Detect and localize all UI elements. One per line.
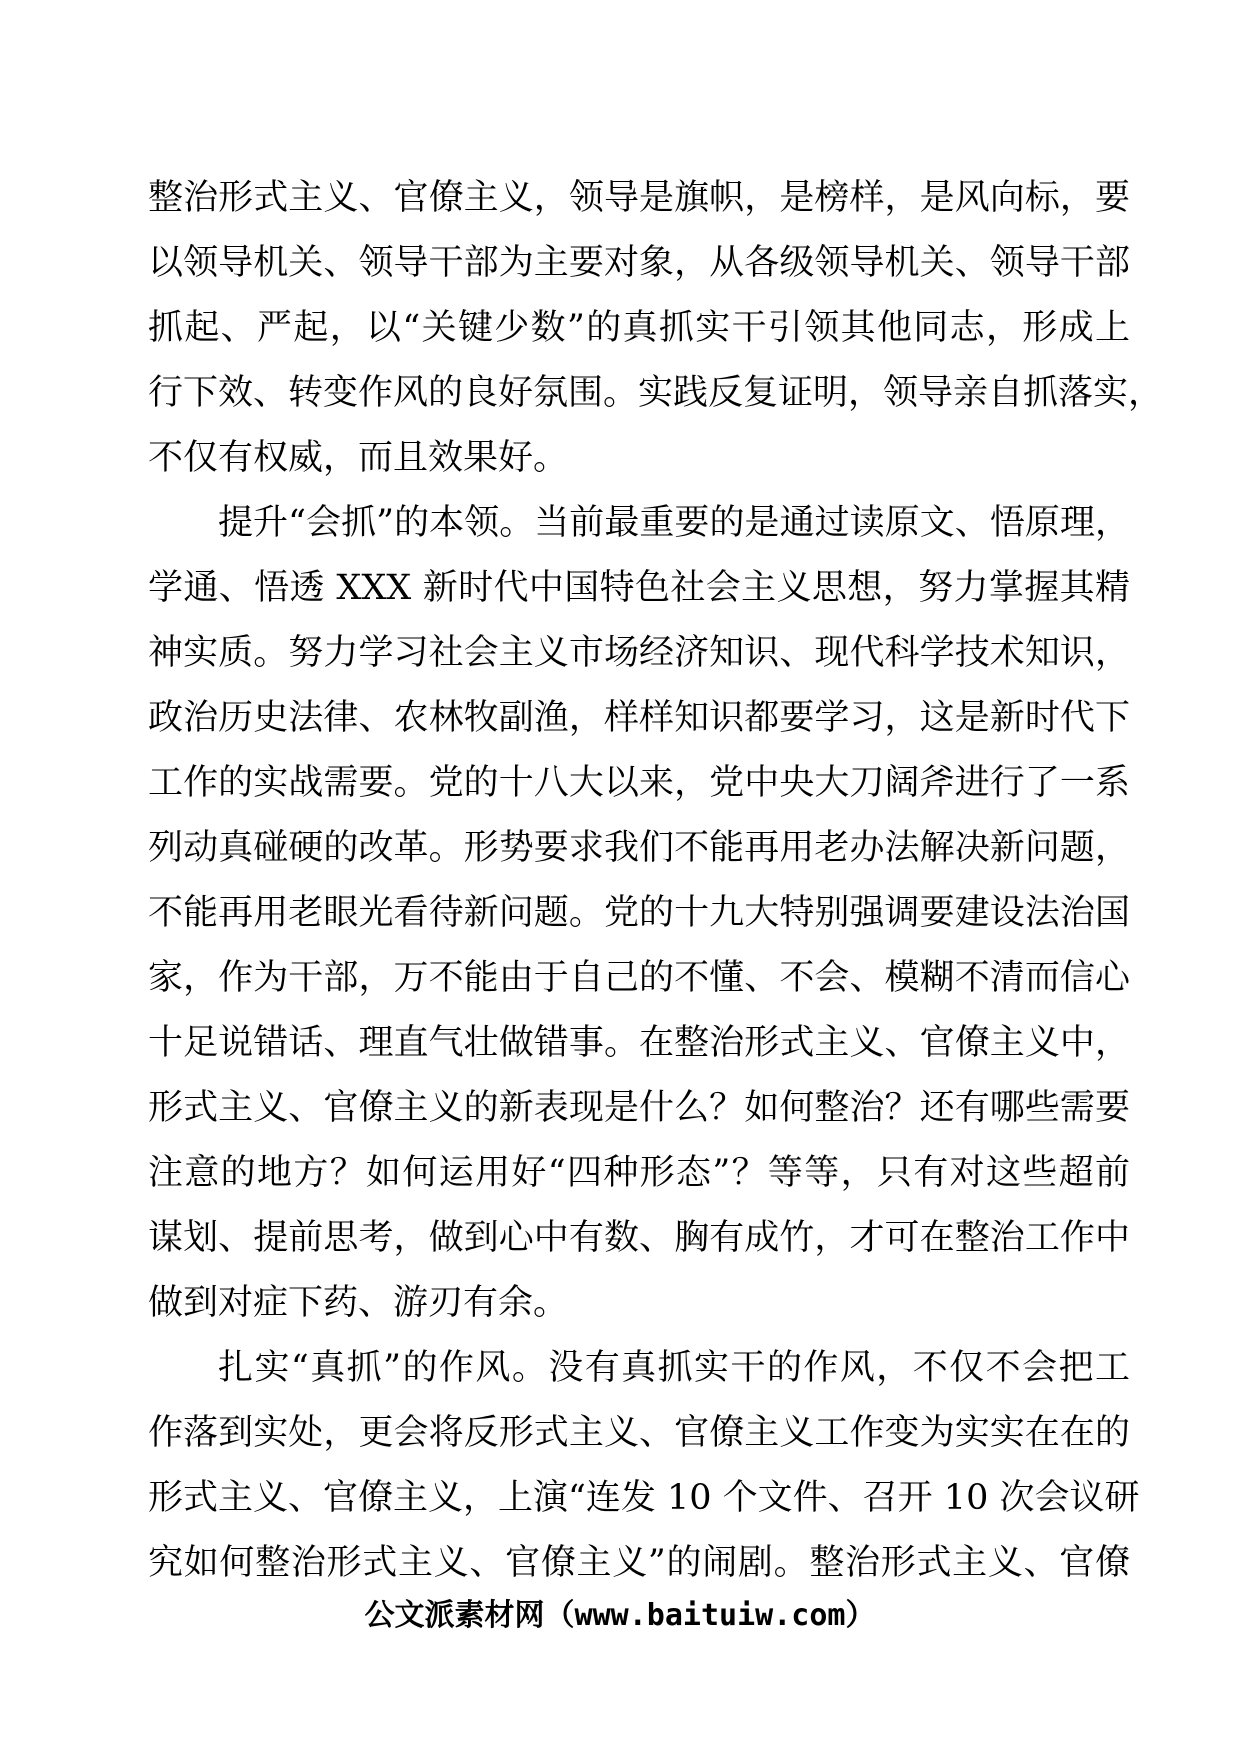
text-line: 做到对症下药、游刃有余。	[148, 1283, 569, 1323]
text-line: 抓起、严起，以“关键少数”的真抓实干引领其他同志，形成上	[148, 308, 1130, 348]
text-line: 不仅有权威，而且效果好。	[148, 438, 569, 478]
text-line: 形式主义、官僚主义，上演“连发 10 个文件、召开 10 次会议研	[148, 1478, 1140, 1518]
text-line: 列动真碰硬的改革。形势要求我们不能再用老办法解决新问题，	[148, 828, 1130, 868]
text-line: 政治历史法律、农林牧副渔，样样知识都要学习，这是新时代下	[148, 698, 1130, 738]
text-line: 形式主义、官僚主义的新表现是什么？如何整治？还有哪些需要	[148, 1088, 1130, 1128]
paragraph-start-line: 扎实“真抓”的作风。没有真抓实干的作风，不仅不会把工	[218, 1348, 1130, 1388]
text-line: 不能再用老眼光看待新问题。党的十九大特别强调要建设法治国	[148, 893, 1130, 933]
text-line: 整治形式主义、官僚主义，领导是旗帜，是榜样，是风向标，要	[148, 178, 1130, 218]
text-line: 行下效、转变作风的良好氛围。实践反复证明，领导亲自抓落实，	[148, 373, 1164, 413]
body-text	[148, 166, 1164, 1596]
text-line: 究如何整治形式主义、官僚主义”的闹剧。整治形式主义、官僚	[148, 1543, 1130, 1583]
paragraph-start-line: 提升“会抓”的本领。当前最重要的是通过读原文、悟原理，	[218, 503, 1130, 543]
text-line: 学通、悟透 XXX 新时代中国特色社会主义思想，努力掌握其精	[148, 568, 1130, 608]
text-line: 家，作为干部，万不能由于自己的不懂、不会、模糊不清而信心	[148, 958, 1130, 998]
text-line: 神实质。努力学习社会主义市场经济知识、现代科学技术知识，	[148, 633, 1130, 673]
text-line: 作落到实处，更会将反形式主义、官僚主义工作变为实实在在的	[148, 1413, 1130, 1453]
text-line: 以领导机关、领导干部为主要对象，从各级领导机关、领导干部	[148, 243, 1130, 283]
text-line: 注意的地方？如何运用好“四种形态”？等等，只有对这些超前	[148, 1153, 1130, 1193]
text-line: 谋划、提前思考，做到心中有数、胸有成竹，才可在整治工作中	[148, 1218, 1130, 1258]
footer-source: 公文派素材网（www.baituiw.com）	[364, 1598, 876, 1633]
text-line: 十足说错话、理直气壮做错事。在整治形式主义、官僚主义中，	[148, 1023, 1130, 1063]
text-line: 工作的实战需要。党的十八大以来，党中央大刀阔斧进行了一系	[148, 763, 1130, 803]
